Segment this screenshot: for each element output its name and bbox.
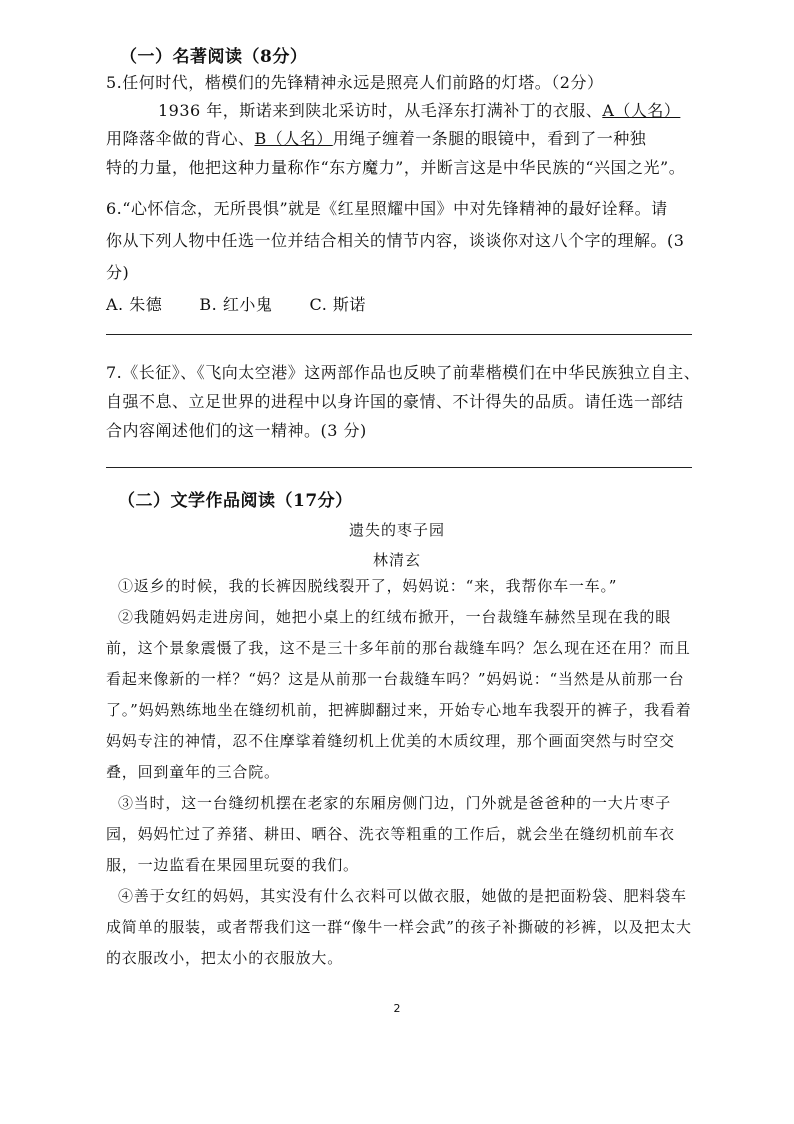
paragraph-3-text: ③当时，这一台缝纫机摆在老家的东厢房侧门边，门外就是爸爸种的一大片枣子园，妈妈忙过了养猪、耕田、晒谷、洗衣等粗重的工作后，就会坐在缝纫机前车衣服，一边监看在果园里玩耍的我们。: [106, 794, 675, 874]
q6-line2: 你从下列人物中任选一位并结合相关的情节内容，谈谈你对这八个字的理解。(3: [106, 231, 685, 250]
option-c: C. 斯诺: [309, 295, 366, 314]
blank-b: B（人名）: [254, 129, 333, 148]
section2-title: （二）文学作品阅读（17分）: [118, 491, 353, 511]
article-author: 林清玄: [372, 551, 421, 569]
q7-line1: 7.《长征》、《飞向太空港》这两部作品也反映了前辈楷模们在中华民族独立自主、: [106, 363, 701, 382]
q6-line3: 分): [106, 263, 130, 282]
q6-line1: 6.“心怀信念，无所畏惧”就是《红星照耀中国》中对先锋精神的最好诠释。请: [106, 199, 668, 218]
paragraph-2: [106, 602, 694, 788]
section1-title: （一）名著阅读（8分）: [120, 47, 308, 67]
q7-line2: 自强不息、立足世界的进程中以身许国的豪情、不计得失的品质。请任选一部结: [106, 392, 684, 411]
q5-line2-text-a: 用降落伞做的背心、: [106, 129, 255, 148]
answer-line-q7[interactable]: [106, 467, 692, 468]
option-b: B. 红小鬼: [199, 295, 273, 314]
paragraph-4-text: ④善于女红的妈妈，其实没有什么衣料可以做衣服，她做的是把面粉袋、肥料袋车成简单的服装，或者帮我们这一群“像牛一样会武”的孩子补撕破的衫裤，以及把太大的衣服改小，把太小的衣服放大。: [106, 887, 692, 967]
paragraph-1: [106, 571, 694, 602]
q6-options: [106, 292, 366, 315]
article-title: 遗失的枣子园: [348, 521, 445, 539]
answer-line-q6[interactable]: [106, 334, 692, 335]
q5-line3: 特的力量，他把这种力量称作“东方魔力”，并断言这是中华民族的“兴国之光”。: [106, 158, 686, 177]
article-body: [106, 571, 694, 974]
q5-stem: 5.任何时代，楷模们的先锋精神永远是照亮人们前路的灯塔。（2分）: [106, 73, 604, 92]
paragraph-1-text: ①返乡的时候，我的长裤因脱线裂开了，妈妈说：“来，我帮你车一车。”: [118, 577, 618, 595]
q7-line3: 合内容阐述他们的这一精神。(3 分): [106, 421, 367, 440]
paragraph-2-text: ②我随妈妈走进房间，她把小桌上的红绒布掀开，一台裁缝车赫然呈现在我的眼前，这个景象震慑了我，这不是三十多年前的那台裁缝车吗？怎么现在还在用？而且看起来像新的一样？“妈？这是从前那一台裁缝车吗？”妈妈说：“当然是从前那一台了。”妈妈熟练地坐在缝纫机前，把裤脚翻过来，开始专心地车我裂开的裤子，我看着妈妈专注的神情，忍不住摩挲着缝纫机上优美的木质纹理，那个画面突然与时空交叠，回到童年的三合院。: [106, 608, 692, 781]
q5-line1-text: 1936 年，斯诺来到陕北采访时，从毛泽东打满补丁的衣服、: [158, 101, 603, 120]
paragraph-3: [106, 788, 694, 881]
option-a: A. 朱德: [106, 295, 163, 314]
blank-a: A（人名）: [602, 101, 681, 120]
page-number: 2: [393, 1002, 401, 1015]
q5-line2: [106, 126, 646, 149]
paragraph-4: [106, 881, 694, 974]
q5-line2-text-b: 用绳子缠着一条腿的眼镜中，看到了一种独: [332, 129, 647, 148]
q5-line1: [158, 98, 680, 121]
